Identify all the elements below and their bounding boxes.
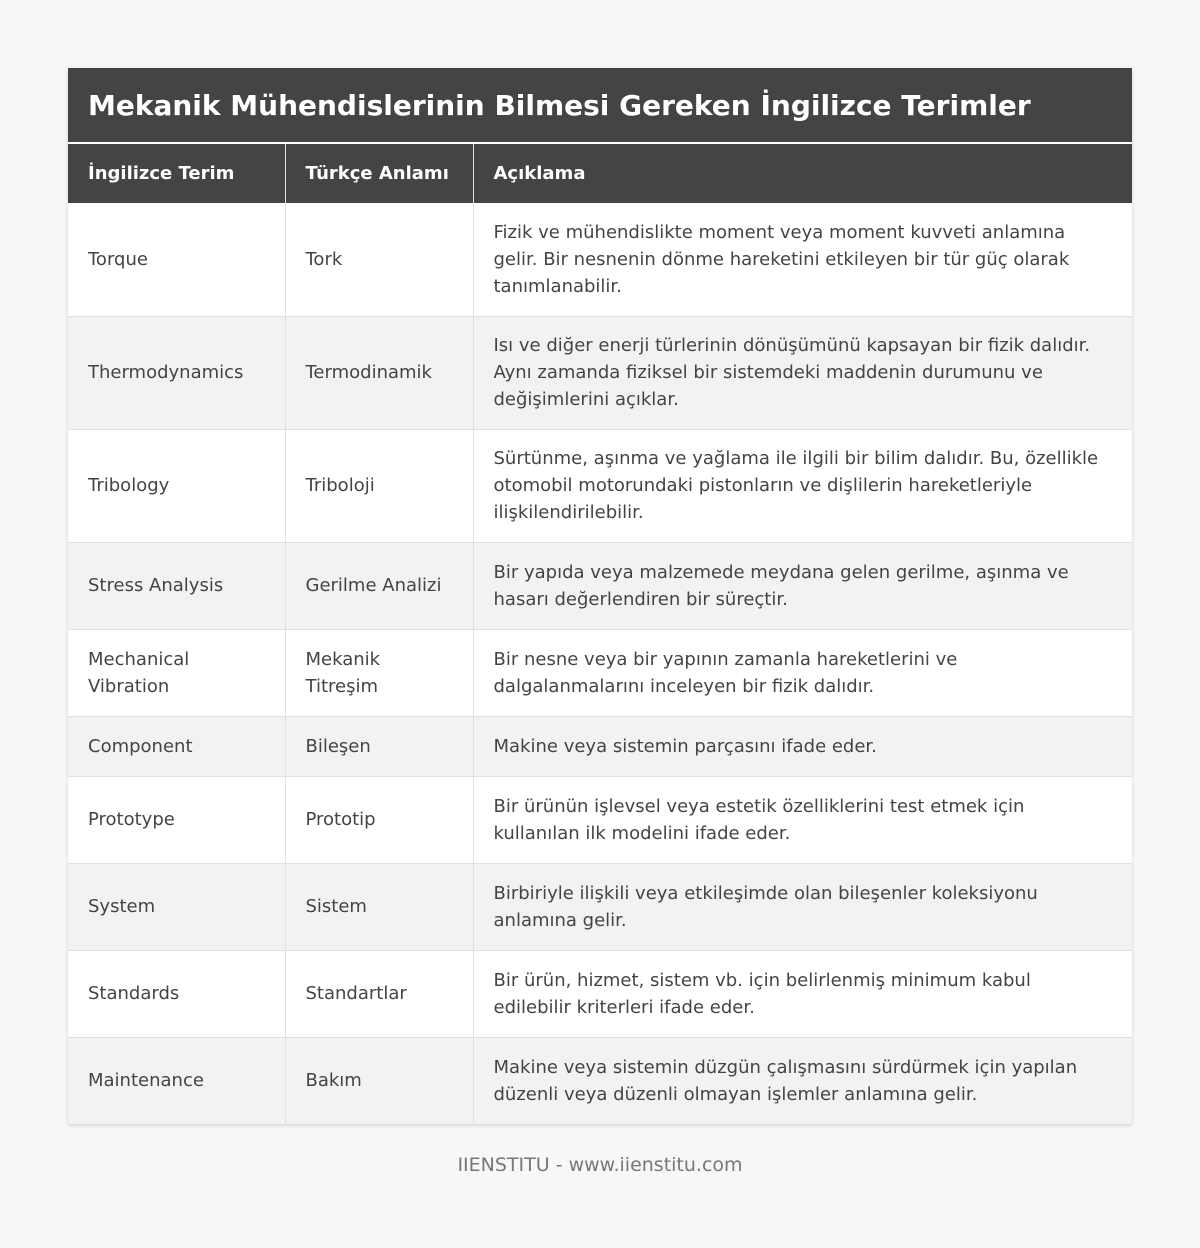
english-term-cell: Mechanical Vibration [68,629,285,716]
english-term-cell: Prototype [68,776,285,863]
turkish-term-cell: Bakım [285,1037,473,1124]
column-header-description: Açıklama [473,144,1132,203]
turkish-term-cell: Triboloji [285,429,473,542]
english-term-cell: Stress Analysis [68,542,285,629]
english-term-cell: Standards [68,950,285,1037]
column-header-english: İngilizce Terim [68,144,285,203]
table-row [68,542,1132,629]
turkish-term-cell: Termodinamik [285,316,473,429]
english-term-cell: Component [68,716,285,776]
description-cell: Sürtünme, aşınma ve yağlama ile ilgili bir bilim dalıdır. Bu, özellikle otomobil motorundaki pistonların ve dişlilerin hareketleriyle ilişkilendirilebilir. [473,429,1132,542]
table-row [68,950,1132,1037]
table-row [68,316,1132,429]
turkish-term-cell: Prototip [285,776,473,863]
table-row [68,429,1132,542]
description-cell: Makine veya sistemin parçasını ifade eder. [473,716,1132,776]
turkish-term-cell: Sistem [285,863,473,950]
english-term-cell: Thermodynamics [68,316,285,429]
turkish-term-cell: Gerilme Analizi [285,542,473,629]
footer-credit: IIENSTITU - www.iienstitu.com [457,1154,743,1176]
page-title: Mekanik Mühendislerinin Bilmesi Gereken İngilizce Terimler [88,88,1031,122]
table-row [68,776,1132,863]
table-row [68,716,1132,776]
turkish-term-cell: Tork [285,203,473,316]
title-bar [68,68,1132,144]
terms-card [68,68,1132,1125]
description-cell: Isı ve diğer enerji türlerinin dönüşümünü kapsayan bir fizik dalıdır. Aynı zamanda fiziksel bir sistemdeki maddenin durumunu ve değişimlerini açıklar. [473,316,1132,429]
table-row [68,863,1132,950]
table-header-row [68,144,1132,203]
description-cell: Bir ürün, hizmet, sistem vb. için belirlenmiş minimum kabul edilebilir kriterleri ifade eder. [473,950,1132,1037]
column-header-turkish: Türkçe Anlamı [285,144,473,203]
description-cell: Makine veya sistemin düzgün çalışmasını sürdürmek için yapılan düzenli veya düzenli olmayan işlemler anlamına gelir. [473,1037,1132,1124]
table-row [68,629,1132,716]
table-row [68,203,1132,316]
table-row [68,1037,1132,1124]
description-cell: Bir ürünün işlevsel veya estetik özelliklerini test etmek için kullanılan ilk modelini ifade eder. [473,776,1132,863]
description-cell: Bir yapıda veya malzemede meydana gelen gerilme, aşınma ve hasarı değerlendiren bir süreçtir. [473,542,1132,629]
description-cell: Fizik ve mühendislikte moment veya moment kuvveti anlamına gelir. Bir nesnenin dönme hareketini etkileyen bir tür güç olarak tanımlanabilir. [473,203,1132,316]
english-term-cell: Maintenance [68,1037,285,1124]
turkish-term-cell: Mekanik Titreşim [285,629,473,716]
terms-table [68,144,1132,1125]
english-term-cell: Torque [68,203,285,316]
description-cell: Bir nesne veya bir yapının zamanla hareketlerini ve dalgalanmalarını inceleyen bir fizik dalıdır. [473,629,1132,716]
english-term-cell: System [68,863,285,950]
turkish-term-cell: Standartlar [285,950,473,1037]
description-cell: Birbiriyle ilişkili veya etkileşimde olan bileşenler koleksiyonu anlamına gelir. [473,863,1132,950]
turkish-term-cell: Bileşen [285,716,473,776]
english-term-cell: Tribology [68,429,285,542]
